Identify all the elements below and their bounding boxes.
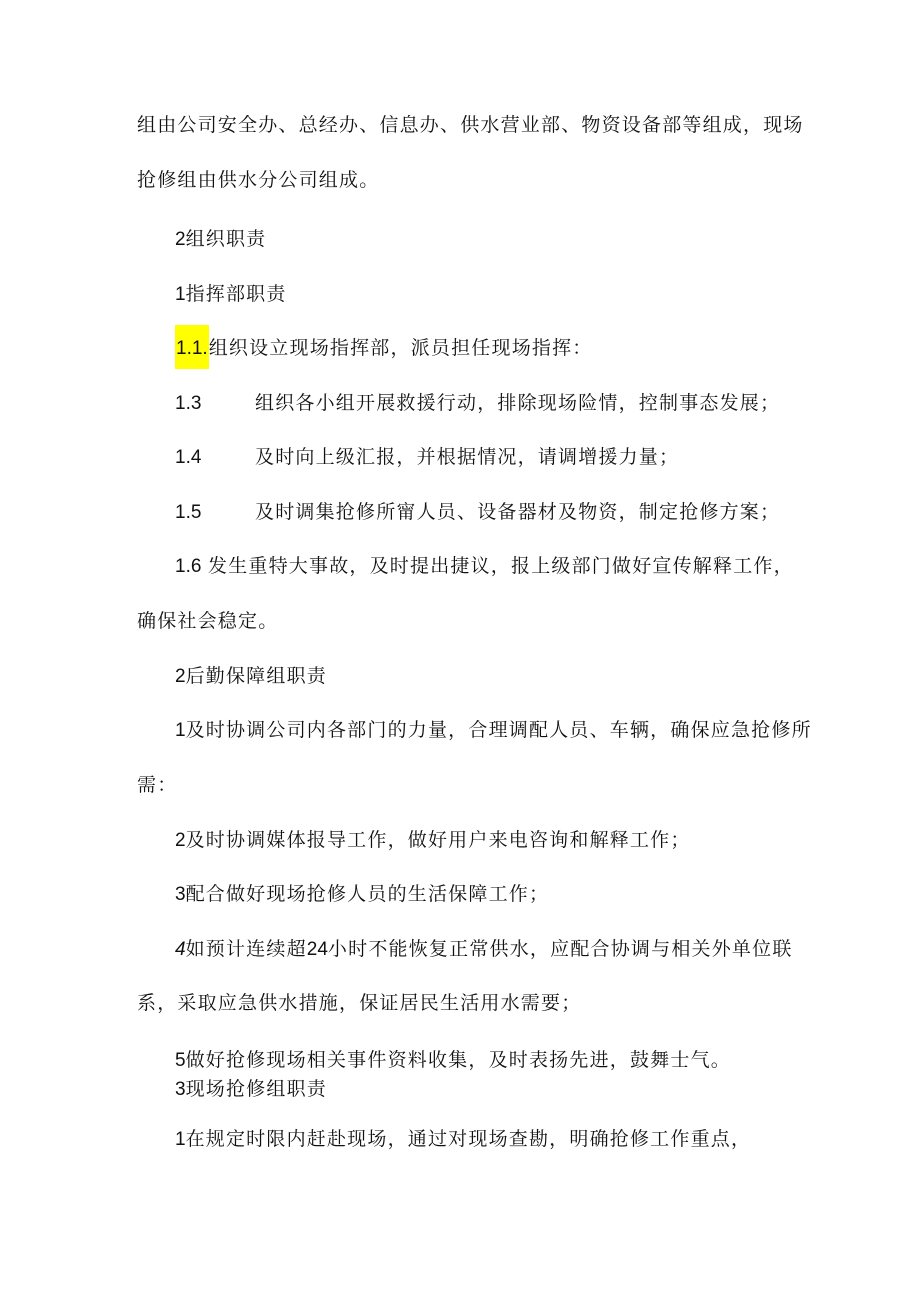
section-title: 组织职责 — [185, 228, 267, 250]
list-item-text: 及时向上级汇报，并根据情况，请调增援力量； — [255, 446, 680, 468]
list-item-text: 需： — [137, 774, 178, 796]
list-item — [175, 443, 679, 472]
list-item-text: 组织设立现场指挥部，派员担任现场指挥： — [208, 337, 593, 359]
list-item-number: 1 — [175, 720, 186, 741]
list-item-text: 如预计连续超 — [185, 938, 307, 960]
paragraph-line — [137, 166, 379, 194]
hours-value: 24 — [306, 939, 328, 960]
list-item-text: 及时协调媒体报导工作，做好用户来电咨询和解释工作； — [185, 829, 691, 851]
paragraph-text: 抢修组由供水分公司组成。 — [137, 169, 380, 191]
subsection-number: 2 — [175, 666, 186, 687]
list-item — [175, 1125, 751, 1154]
list-item — [175, 498, 780, 527]
subsection-heading — [175, 1075, 327, 1104]
list-item-number: 5 — [175, 1050, 186, 1071]
list-item-number: 1.5 — [175, 502, 202, 523]
section-heading — [175, 225, 266, 254]
list-item — [175, 334, 593, 369]
list-item-text: 及时调集抢修所甯人员、设备器材及物资，制定抢修方案； — [255, 501, 781, 523]
list-item-text: 在规定时限内赶赴现场，通过对现场查勘，明确抢修工作重点， — [185, 1128, 752, 1150]
list-item — [175, 1046, 731, 1075]
subsection-heading — [175, 280, 287, 309]
list-item — [175, 552, 794, 581]
subsection-title: 现场抢修组职责 — [185, 1078, 327, 1100]
list-item-number: 1.3 — [175, 393, 202, 414]
list-item-number: 4 — [175, 939, 186, 960]
list-item-number: 2 — [175, 830, 186, 851]
highlighted-number: 1.1. — [175, 325, 209, 369]
subsection-title: 指挥部职责 — [185, 283, 287, 305]
list-item — [175, 389, 780, 418]
subsection-number: 1 — [175, 284, 186, 305]
list-item-text: 及时协调公司内各部门的力量，合理调配人员、车辆，确保应急抢修所 — [185, 719, 812, 741]
list-item-text: 配合做好现场抢修人员的生活保障工作； — [185, 883, 550, 905]
list-item-text: 确保社会稳定。 — [137, 610, 279, 632]
list-item-number: 1.4 — [175, 447, 202, 468]
section-number: 2 — [175, 229, 186, 250]
list-item-number: 1.6 — [175, 556, 202, 577]
list-item-number: 1 — [175, 1129, 186, 1150]
list-item-text: 组织各小组开展救援行动，排除现场险情，控制事态发展； — [255, 392, 781, 414]
list-item — [175, 935, 793, 964]
list-item-continuation — [137, 771, 177, 799]
list-item-text: 发生重特大事故，及时提出捷议，报上级部门做好宣传解释工作， — [208, 555, 794, 577]
list-item-text: 做好抢修现场相关事件资料收集，及时表扬先进，鼓舞士气。 — [185, 1049, 731, 1071]
list-item-text: 小时不能恢复正常供水，应配合协调与相关外单位联 — [327, 938, 793, 960]
list-item — [175, 880, 549, 909]
list-item — [175, 716, 812, 745]
paragraph-line — [137, 111, 804, 139]
list-item-continuation — [137, 607, 278, 635]
list-item-number: 3 — [175, 884, 186, 905]
subsection-title: 后勤保障组职责 — [185, 665, 327, 687]
list-item-continuation — [137, 989, 581, 1017]
paragraph-text: 组由公司安全办、总经办、信息办、供水营业部、物资设备部等组成，现场 — [137, 114, 804, 136]
list-item — [175, 826, 691, 855]
subsection-heading — [175, 662, 327, 691]
subsection-number: 3 — [175, 1079, 186, 1100]
list-item-text: 系，采取应急供水措施，保证居民生活用水需要； — [137, 992, 582, 1014]
